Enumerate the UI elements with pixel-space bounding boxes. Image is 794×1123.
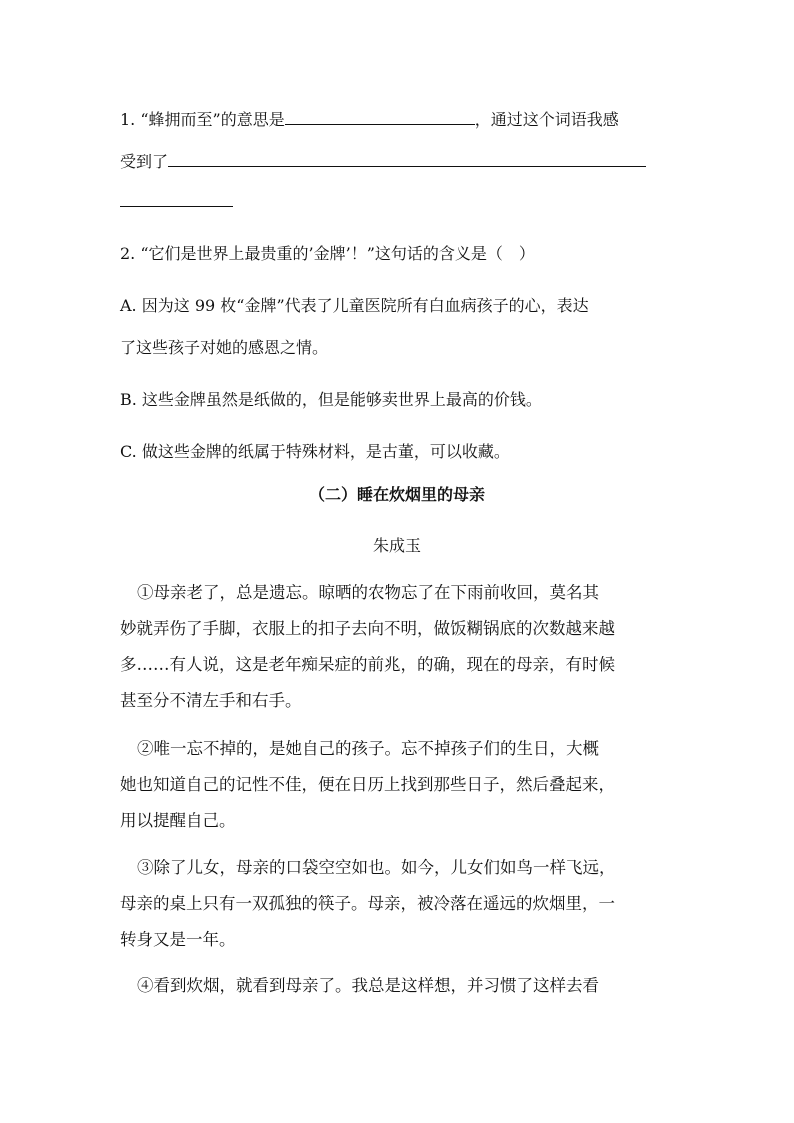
article-title: （二）睡在炊烟里的母亲 bbox=[308, 485, 485, 504]
question-1-answer-blank-2[interactable] bbox=[168, 150, 646, 167]
paragraph-4-line-1: ④看到炊烟，就看到母亲了。我总是这样想，并习惯了这样去看 bbox=[137, 976, 599, 995]
paragraph-2-line-2: 她也知道自己的记性不佳，便在日历上找到那些日子，然后叠起来， bbox=[120, 775, 615, 794]
question-1-answer-blank-1[interactable] bbox=[285, 108, 475, 125]
paragraph-1-line-2: 妙就弄伤了手脚，衣服上的扣子去向不明，做饭糊锅底的次数越来越 bbox=[120, 619, 615, 638]
question-1-answer-blank-3[interactable] bbox=[120, 190, 233, 207]
paragraph-1-line-3: 多……有人说，这是老年痴呆症的前兆，的确，现在的母亲，有时候 bbox=[120, 655, 615, 674]
article-author: 朱成玉 bbox=[372, 536, 421, 555]
paragraph-3-line-3: 转身又是一年。 bbox=[120, 930, 236, 949]
paragraph-2-line-1: ②唯一忘不掉的，是她自己的孩子。忘不掉孩子们的生日，大概 bbox=[137, 739, 599, 758]
question-1-text-part2: ，通过这个词语我感 bbox=[474, 110, 619, 129]
question-2-stem: 2. “它们是世界上最贵重的’金牌’！”这句话的含义是（ ） bbox=[120, 244, 535, 263]
question-2-option-a-line-1: A. 因为这 99 枚“金牌”代表了儿童医院所有白血病孩子的心，表达 bbox=[120, 296, 589, 315]
question-1-line-1 bbox=[120, 108, 619, 130]
question-1-text-part1: 1. “蜂拥而至”的意思是 bbox=[120, 110, 285, 129]
question-1-line-3 bbox=[120, 190, 233, 212]
question-2-option-a-line-2: 了这些孩子对她的感恩之情。 bbox=[120, 338, 329, 357]
paragraph-1-line-1: ①母亲老了，总是遗忘。晾晒的农物忘了在下雨前收回，莫名其 bbox=[137, 583, 599, 602]
paragraph-3-line-1: ③除了儿女，母亲的口袋空空如也。如今，儿女们如鸟一样飞远， bbox=[137, 858, 616, 877]
paragraph-3-line-2: 母亲的桌上只有一双孤独的筷子。母亲，被冷落在遥远的炊烟里，一 bbox=[120, 894, 615, 913]
question-1-line2-prefix: 受到了 bbox=[120, 152, 169, 171]
question-1-line-2 bbox=[120, 150, 646, 172]
paragraph-2-line-3: 用以提醒自己。 bbox=[120, 811, 236, 830]
paragraph-1-line-4: 甚至分不清左手和右手。 bbox=[120, 691, 302, 710]
question-2-option-c: C. 做这些金牌的纸属于特殊材料，是古董，可以收藏。 bbox=[120, 442, 510, 461]
question-2-option-b: B. 这些金牌虽然是纸做的，但是能够卖世界上最高的价钱。 bbox=[120, 390, 542, 409]
